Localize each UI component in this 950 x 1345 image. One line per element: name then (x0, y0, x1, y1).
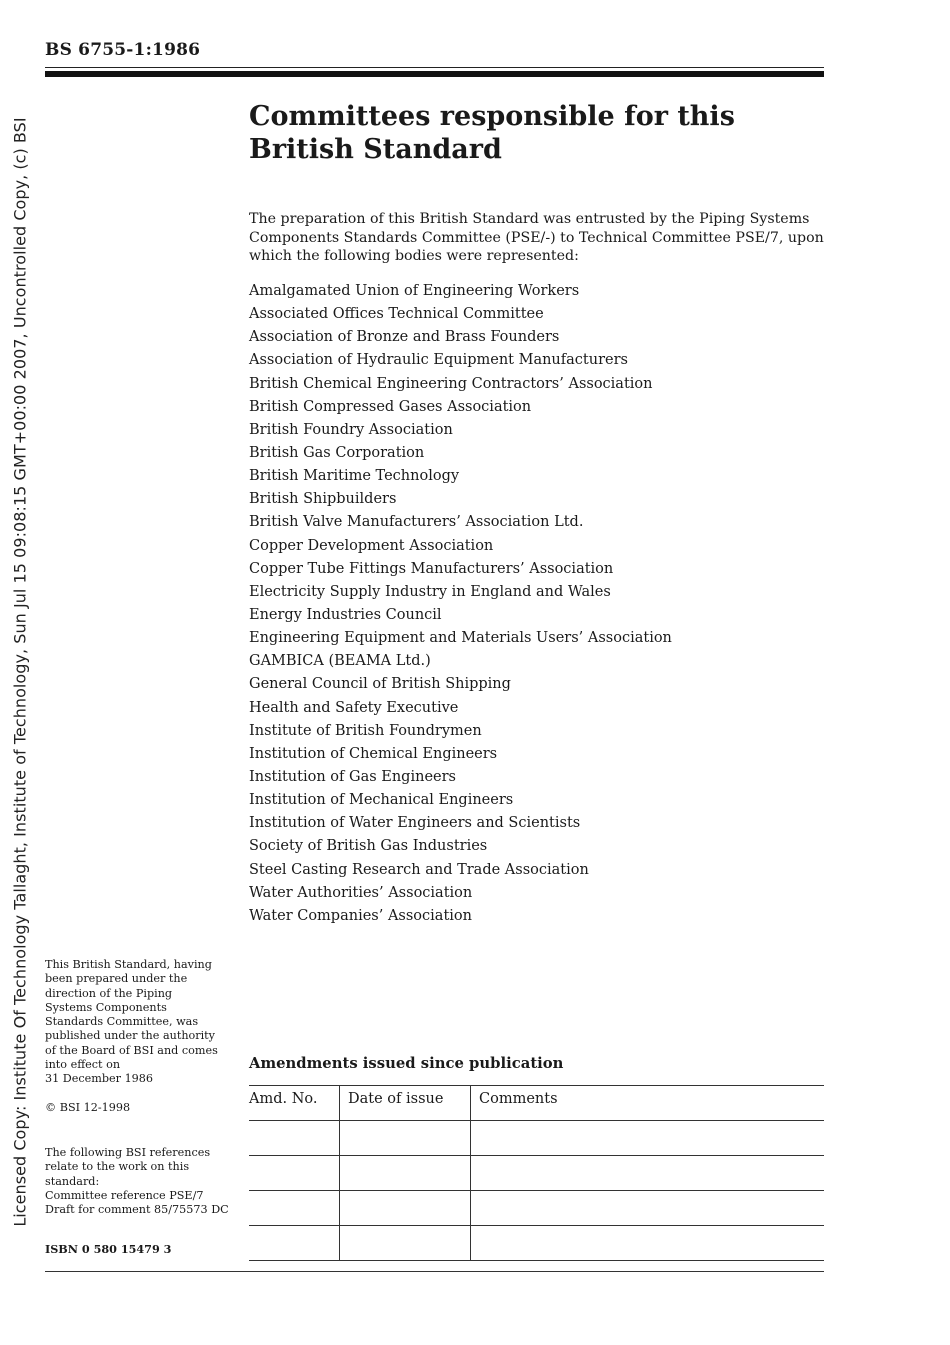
represented-body-item: Institution of Water Engineers and Scientists (249, 815, 581, 832)
bsi-references-note (45, 1146, 240, 1217)
bsi-references-line: The following BSI references (45, 1146, 211, 1159)
amendments-title: Amendments issued since publication (249, 1055, 564, 1072)
bsi-references-line: standard: (45, 1174, 100, 1188)
represented-body-item: Water Authorities’ Association (249, 884, 473, 901)
isbn: ISBN 0 580 15479 3 (45, 1242, 172, 1256)
represented-body-item: Association of Hydraulic Equipment Manufacturers (249, 352, 628, 369)
column-header-amd-no: Amd. No. (249, 1086, 340, 1121)
represented-body-item: Society of British Gas Industries (249, 838, 488, 855)
represented-body-item: British Foundry Association (249, 421, 453, 438)
represented-body-item: British Maritime Technology (249, 468, 460, 485)
amendment-cell-amd-no (249, 1191, 340, 1226)
amendment-cell-amd-no (249, 1226, 340, 1261)
standard-number: BS 6755-1:1986 (45, 40, 201, 60)
amendment-cell-comments (471, 1121, 825, 1156)
amendments-header-row (249, 1086, 824, 1121)
represented-body-item: Steel Casting Research and Trade Association (249, 861, 589, 878)
represented-body-item: Institute of British Foundrymen (249, 722, 482, 739)
header-rule-thin (45, 67, 824, 68)
represented-body-item: Institution of Gas Engineers (249, 768, 456, 785)
amendment-row (249, 1191, 824, 1226)
publication-note-line: been prepared under the (45, 972, 188, 986)
represented-body-item: Institution of Chemical Engineers (249, 745, 498, 762)
licensed-copy-watermark: Licensed Copy: Institute Of Technology Tallaght, Institute of Technology, Sun Jul 15 09:08:15 GMT+00:00 2007, Uncontrolled Copy, (c) BSI (10, 117, 30, 1227)
copyright-note: © BSI 12-1998 (45, 1101, 131, 1114)
represented-body-item: Engineering Equipment and Materials Users’ Association (249, 630, 672, 647)
amendment-cell-comments (471, 1226, 825, 1261)
represented-body-item: Institution of Mechanical Engineers (249, 792, 514, 809)
publication-note-line: This British Standard, having (45, 958, 212, 971)
header-rule-thick (45, 71, 824, 77)
represented-body-item: Copper Development Association (249, 537, 494, 554)
amendments-table (249, 1085, 824, 1261)
amendment-cell-amd-no (249, 1121, 340, 1156)
amendment-cell-date (340, 1226, 471, 1261)
represented-body-item: Energy Industries Council (249, 606, 442, 623)
publication-note-line: direction of the Piping (45, 986, 173, 1000)
amendment-row (249, 1121, 824, 1156)
represented-body-item: Associated Offices Technical Committee (249, 306, 544, 323)
represented-body-item: British Chemical Engineering Contractors’ Association (249, 375, 653, 392)
column-header-comments: Comments (471, 1086, 825, 1121)
amendment-cell-date (340, 1156, 471, 1191)
publication-note-line: 31 December 1986 (45, 1072, 154, 1086)
amendments-body (249, 1121, 824, 1261)
publication-note (45, 958, 240, 1087)
publication-note-line: Standards Committee, was (45, 1015, 199, 1029)
amendment-row (249, 1226, 824, 1261)
represented-body-item: British Gas Corporation (249, 444, 425, 461)
represented-body-item: Association of Bronze and Brass Founders (249, 329, 560, 346)
publication-note-line: published under the authority (45, 1029, 215, 1043)
represented-body-item: Electricity Supply Industry in England and Wales (249, 583, 611, 600)
publication-note-line: Systems Components (45, 1000, 167, 1014)
represented-bodies-list (249, 281, 672, 929)
represented-body-item: British Shipbuilders (249, 491, 397, 508)
represented-body-item: Health and Safety Executive (249, 699, 459, 716)
page-title (249, 100, 809, 166)
represented-body-item: British Valve Manufacturers’ Association Ltd. (249, 514, 584, 531)
intro-paragraph: The preparation of this British Standard was entrusted by the Piping Systems Components Standards Committee (PSE/-) to Technical Committee PSE/7, upon which the following bodies were represented: (249, 211, 824, 264)
represented-body-item: GAMBICA (BEAMA Ltd.) (249, 653, 431, 670)
bsi-references-line: Draft for comment 85/75573 DC (45, 1203, 229, 1217)
publication-note-line: into effect on (45, 1058, 121, 1072)
amendment-cell-amd-no (249, 1156, 340, 1191)
represented-body-item: Water Companies’ Association (249, 907, 472, 924)
amendment-cell-comments (471, 1191, 825, 1226)
amendment-cell-date (340, 1191, 471, 1226)
bsi-references-line: Committee reference PSE/7 (45, 1188, 204, 1202)
amendment-cell-comments (471, 1156, 825, 1191)
represented-body-item: General Council of British Shipping (249, 676, 511, 693)
represented-body-item: Copper Tube Fittings Manufacturers’ Association (249, 560, 614, 577)
represented-body-item: British Compressed Gases Association (249, 398, 532, 415)
represented-body-item: Amalgamated Union of Engineering Workers (249, 283, 580, 299)
publication-note-line: of the Board of BSI and comes (45, 1043, 218, 1057)
amendment-row (249, 1156, 824, 1191)
bsi-references-line: relate to the work on this (45, 1160, 190, 1174)
page-title-line-2: British Standard (249, 134, 502, 165)
page-title-line-1: Committees responsible for this (249, 101, 735, 132)
amendment-cell-date (340, 1121, 471, 1156)
footer-rule (45, 1271, 824, 1272)
column-header-date-of-issue: Date of issue (340, 1086, 471, 1121)
